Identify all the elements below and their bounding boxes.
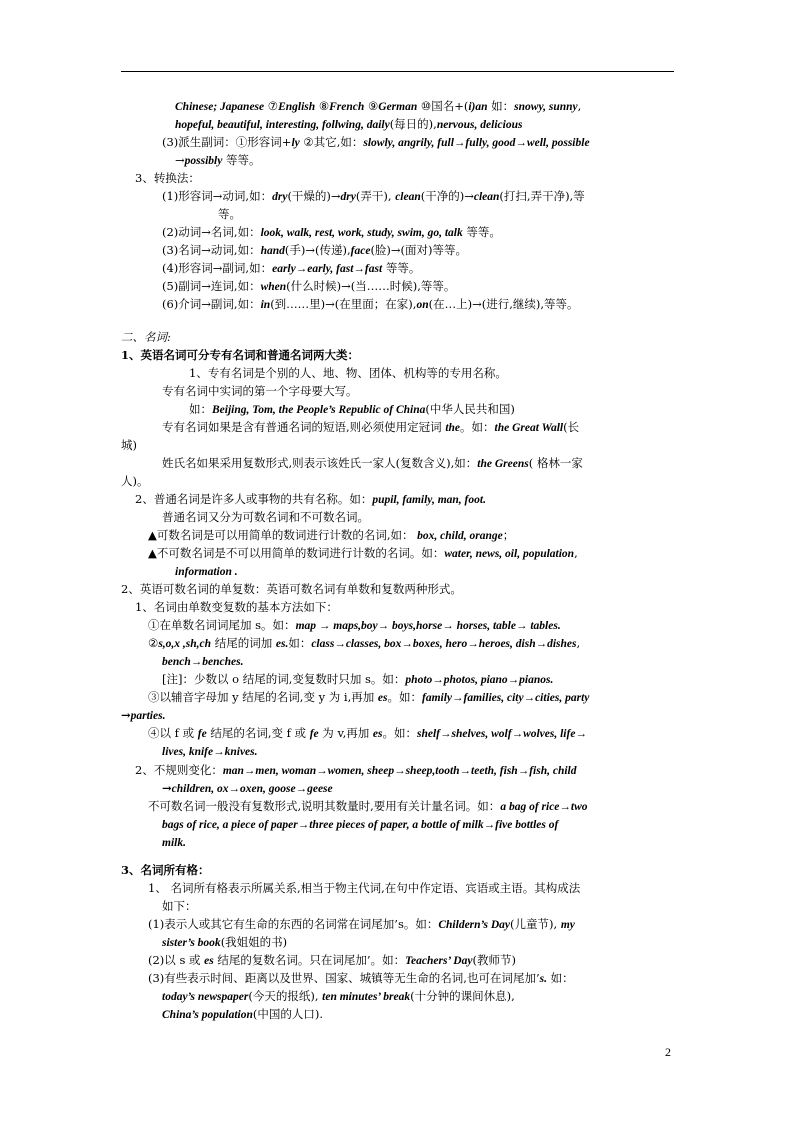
line-25: ▲不可数名词是不可以用简单的数词进行计数的名词。如：water, news, oil, population, (148, 546, 578, 560)
line-28: 1、名词由单数变复数的基本方法如下： (135, 600, 338, 614)
line-36: lives, knife→knives. (162, 746, 258, 758)
line-7: 等。 (218, 207, 241, 221)
line-21: 人)。 (121, 474, 149, 488)
line-11: (5)副词→连词,如：when(什么时候)→(当……时候),等等。 (162, 279, 456, 293)
line-48: (3)有些表示时间、距离以及世界、国家、城镇等无生命的名词,也可在词尾加’s. 如： (148, 971, 574, 985)
line-49: today’s newspaper(今天的报纸), ten minutes’ break(十分钟的课间休息), (162, 989, 515, 1003)
line-43: 1、 名词所有格表示所属关系,相当于物主代词,在句中作定语、宾语或主语。其构成法 (148, 881, 581, 895)
line-20: 姓氏名如果采用复数形式,则表示该姓氏一家人(复数含义),如：the Greens( 格林一家 (162, 456, 583, 470)
line-34: →parties. (121, 708, 166, 722)
line-44: 如下： (162, 899, 197, 913)
line-26: information . (175, 566, 238, 578)
line-8: (2)动词→名词,如：look, walk, rest, work, study, swim, go, talk 等等。 (162, 225, 501, 239)
line-38: →children, ox→oxen, goose→geese (162, 781, 333, 795)
line-31: bench→benches. (162, 656, 244, 668)
line-47: (2)以 s 或 es 结尾的复数名词。只在词尾加’。如：Teachers’ Day(教师节) (148, 953, 516, 967)
line-50: China’s population(中国的人口). (162, 1007, 324, 1021)
line-45: (1)表示人或其它有生命的东西的名词常在词尾加’s。如：Childern’s Day(儿童节), my (148, 917, 575, 931)
subheading-2: 2、英语可数名词的单复数：英语可数名词有单数和复数两种形式。 (121, 582, 462, 596)
line-4: →possibly 等等。 (175, 153, 261, 167)
line-39: 不可数名词一般没有复数形式,说明其数量时,要用有关计量名词。如：a bag of rice→two (148, 799, 588, 813)
line-5: 3、转换法： (135, 171, 200, 185)
line-2: hopeful, beautiful, interesting, follwing, daily(每日的),nervous, delicious (175, 117, 523, 131)
page-number: 2 (665, 1045, 671, 1059)
line-6: (1)形容词→动词,如：dry(干燥的)→dry(弄干), clean(干净的)→clean(打扫,弄干净),等 (162, 189, 585, 203)
line-12: (6)介词→副词,如：in(到……里)→(在里面；在家),on(在…上)→(进行,继续),等等。 (162, 297, 579, 311)
line-1: Chinese; Japanese ⑦English ⑧French ⑨German ⑩国名+(i)an 如：snowy, sunny, (175, 99, 582, 113)
line-46: sister’s book(我姐姐的书) (162, 935, 288, 949)
line-29: ①在单数名词词尾加 s。如：map → maps,boy→ boys,horse→ horses, table→ tables. (148, 618, 561, 632)
line-16: 专有名词中实词的第一个字母要大写。 (162, 384, 358, 398)
line-15: 1、专有名词是个别的人、地、物、团体、机构等的专用名称。 (189, 366, 507, 380)
line-33: ③以辅音字母加 y 结尾的名词,变 y 为 i,再加 es。如：family→families, city→cities, party (148, 690, 590, 704)
subheading-1: 1、英语名词可分专有名词和普通名词两大类： (121, 348, 359, 362)
section-heading-nouns: 二、名词: (121, 330, 171, 344)
line-10: (4)形容词→副词,如：early→early, fast→fast 等等。 (162, 261, 421, 275)
line-22: 2、普通名词是许多人或事物的共有名称。如：pupil, family, man, foot. (135, 492, 486, 506)
line-35: ④以 f 或 fe 结尾的名词,变 f 或 fe 为 v,再加 es。如：shelf→shelves, wolf→wolves, life→ (148, 726, 587, 740)
line-30: ②s,o,x ,sh,ch 结尾的词加 es.如：class→classes, box→boxes, hero→heroes, dish→dishes, (148, 636, 581, 650)
line-41: milk. (162, 837, 186, 849)
header-rule (121, 71, 674, 72)
line-23: 普通名词又分为可数名词和不可数名词。 (162, 510, 369, 524)
line-32: [注]：少数以 o 结尾的词,变复数时只加 s。如：photo→photos, piano→pianos. (162, 672, 554, 686)
subheading-3: 3、名词所有格： (121, 863, 210, 877)
line-19: 城) (121, 438, 137, 452)
line-9: (3)名词→动词,如：hand(手)→(传递),face(脸)→(面对)等等。 (162, 243, 468, 257)
line-37: 2、不规则变化：man→men, woman→women, sheep→sheep,tooth→teeth, fish→fish, child (135, 763, 577, 777)
line-40: bags of rice, a piece of paper→three pieces of paper, a bottle of milk→five bottles of (162, 819, 559, 831)
line-3: (3)派生副词：①形容词+ly ②其它,如：slowly, angrily, full→fully, good→well, possible (162, 135, 590, 149)
line-18: 专有名词如果是含有普通名词的短语,则必须使用定冠词 the。如：the Great Wall(长 (162, 420, 580, 434)
line-17: 如：Beijing, Tom, the People’s Republic of China(中华人民共和国) (189, 402, 515, 416)
line-24: ▲可数名词是可以用简单的数词进行计数的名词,如： box, child, orange； (148, 528, 515, 542)
